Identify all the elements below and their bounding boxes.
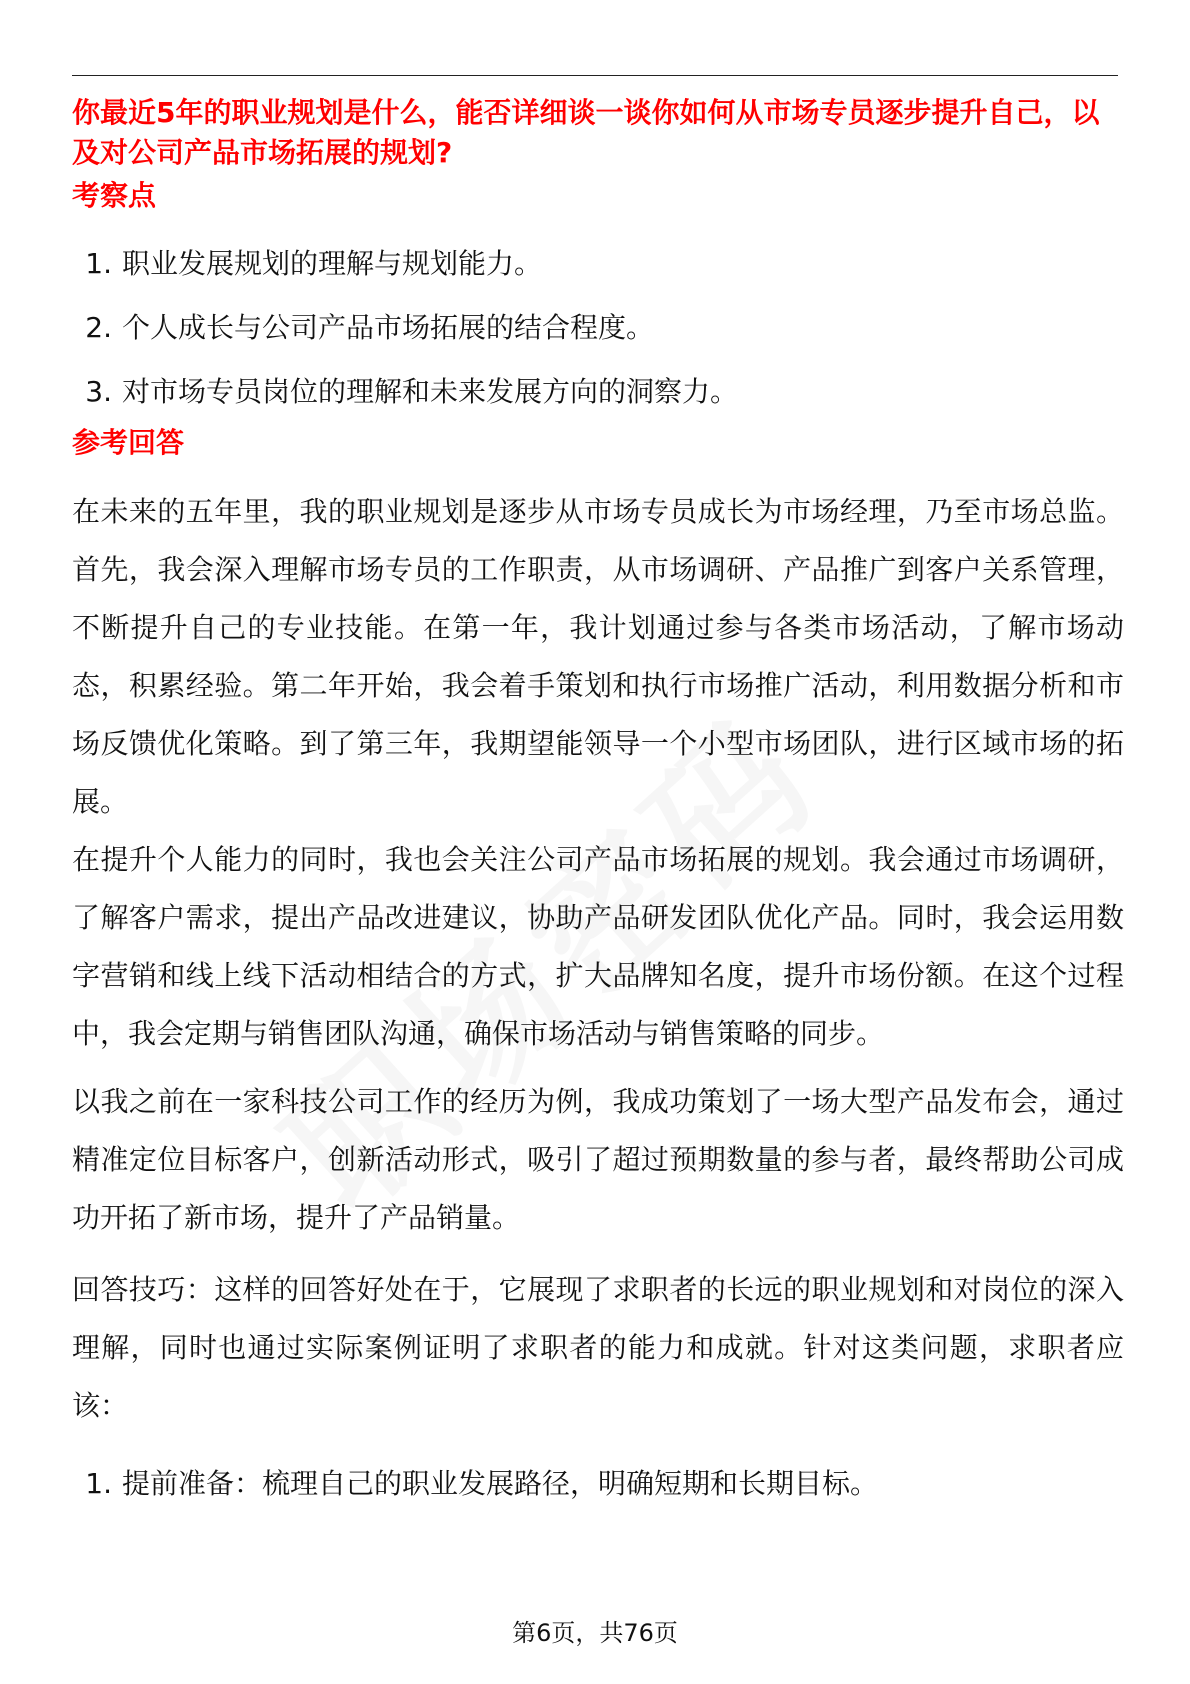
question-heading: 你最近5年的职业规划是什么，能否详细谈一谈你如何从市场专员逐步提升自己，以及对公司产品市场拓展的规划?	[72, 96, 1100, 169]
list-item-number: 1.	[85, 247, 112, 280]
answer-section-title: 参考回答	[72, 426, 185, 459]
list-item-text: 对市场专员岗位的理解和未来发展方向的洞察力。	[122, 375, 739, 408]
top-divider	[72, 75, 1118, 76]
answer-paragraph-3: 以我之前在一家科技公司工作的经历为例，我成功策划了一场大型产品发布会，通过精准定位目标客户，创新活动形式，吸引了超过预期数量的参与者，最终帮助公司成功开拓了新市场，提升了产品销量。	[72, 1085, 1124, 1234]
focus-section-title: 考察点	[72, 179, 157, 212]
page-number-footer: 第6页，共76页	[512, 1619, 678, 1647]
tips-list	[72, 1464, 878, 1528]
list-item-text: 职业发展规划的理解与规划能力。	[122, 247, 543, 280]
answer-tips-paragraph: 回答技巧：这样的回答好处在于，它展现了求职者的长远的职业规划和对岗位的深入理解，同时也通过实际案例证明了求职者的能力和成就。针对这类问题，求职者应该：	[72, 1273, 1124, 1422]
list-item	[72, 308, 738, 348]
list-item-number: 1.	[85, 1467, 112, 1500]
list-item-number: 2.	[85, 311, 112, 344]
list-item	[72, 244, 738, 284]
list-item	[72, 372, 738, 412]
list-item-text: 个人成长与公司产品市场拓展的结合程度。	[122, 311, 655, 344]
list-item-number: 3.	[85, 375, 112, 408]
list-item	[72, 1464, 878, 1504]
focus-list	[72, 244, 738, 436]
list-item-text: 提前准备：梳理自己的职业发展路径，明确短期和长期目标。	[122, 1467, 879, 1500]
answer-paragraph-2: 在提升个人能力的同时，我也会关注公司产品市场拓展的规划。我会通过市场调研，了解客户需求，提出产品改进建议，协助产品研发团队优化产品。同时，我会运用数字营销和线上线下活动相结合的方式，扩大品牌知名度，提升市场份额。在这个过程中，我会定期与销售团队沟通，确保市场活动与销售策略的同步。	[72, 843, 1124, 1050]
answer-paragraph-1: 在未来的五年里，我的职业规划是逐步从市场专员成长为市场经理，乃至市场总监。首先，我会深入理解市场专员的工作职责，从市场调研、产品推广到客户关系管理，不断提升自己的专业技能。在第一年，我计划通过参与各类市场活动，了解市场动态，积累经验。第二年开始，我会着手策划和执行市场推广活动，利用数据分析和市场反馈优化策略。到了第三年，我期望能领导一个小型市场团队，进行区域市场的拓展。	[72, 495, 1124, 818]
